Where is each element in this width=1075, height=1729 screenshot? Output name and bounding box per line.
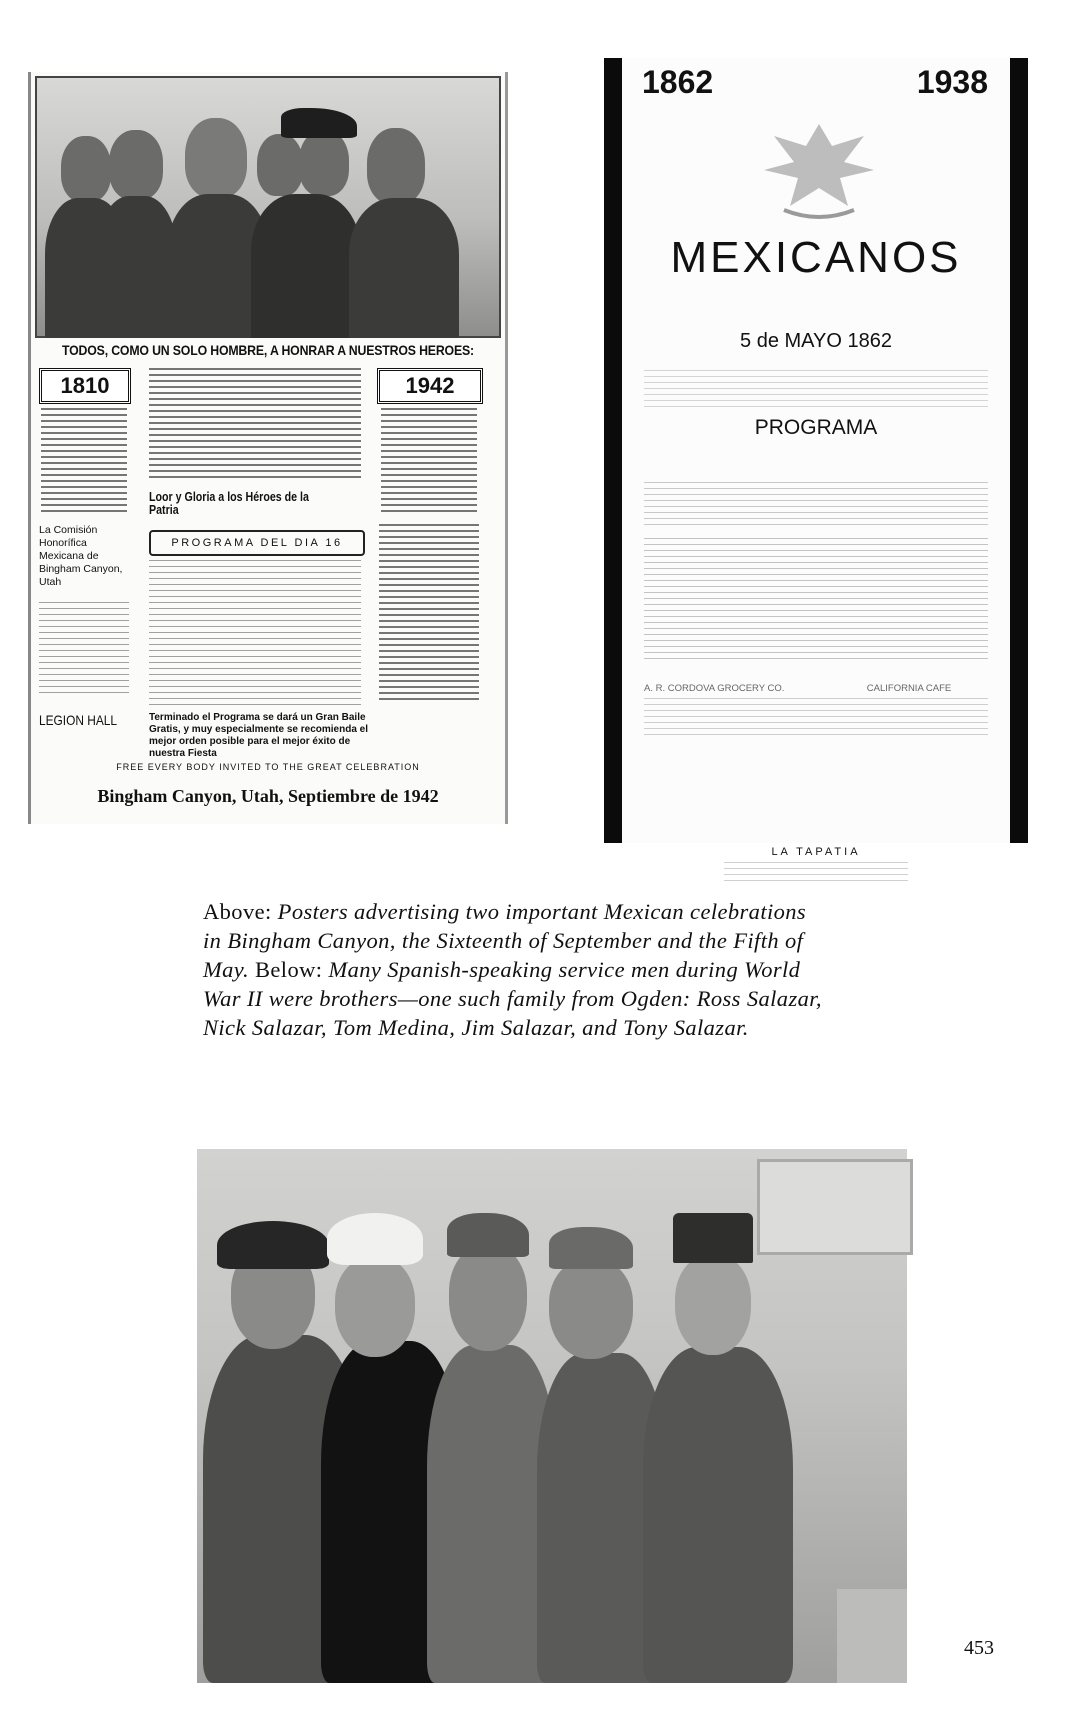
programa-dia-16-label: PROGRAMA DEL DIA 16 [149, 530, 365, 556]
cinco-de-mayo-date: 5 de MAYO 1862 [740, 330, 892, 352]
terminado-note: Terminado el Programa se dará un Gran Baile Gratis, y muy especialmente se recomienda el mejor orden posible para el mejor éxito de nuestra Fiesta [149, 712, 368, 759]
faint-footer-text [724, 862, 908, 882]
text-block-1810 [41, 408, 127, 512]
faint-sponsor-text [644, 698, 988, 738]
poster-fifth-of-may [604, 58, 1028, 858]
text-block-1942 [381, 408, 477, 512]
year-box-1810: 1810 [39, 368, 131, 404]
mexicanos-title: MEXICANOS [670, 233, 962, 282]
photo-caption [203, 897, 823, 1042]
sponsor-california-cafe: CALIFORNIA CAFE [866, 683, 952, 694]
poster-headline: TODOS, COMO UN SOLO HOMBRE, A HONRAR A NUESTROS HEROES: [62, 342, 474, 358]
comite-list [379, 524, 479, 704]
loor-heading: Loor y Gloria a los Héroes de la Patria [149, 489, 309, 517]
free-invite-line: FREE EVERY BODY INVITED TO THE GREAT CELEBRATION [116, 762, 420, 772]
mexican-eagle-emblem [754, 114, 884, 224]
invitation-text [39, 602, 129, 698]
caption-below-label: Below: [255, 957, 323, 982]
right-border-bar [1010, 58, 1028, 843]
faint-intro-text [644, 370, 988, 410]
faint-program-text [644, 482, 988, 526]
serviceman-5 [643, 1347, 793, 1683]
caption-above-label: Above: [203, 899, 272, 924]
heroes-illustration [35, 76, 501, 338]
page-number: 453 [964, 1637, 994, 1659]
caption-above-text: Posters advertising two important Mexican celebrations in Bingham Canyon, the Sixteenth of September and the Fifth of May. [203, 899, 807, 982]
faint-officers-list [644, 538, 988, 664]
programa-heading: PROGRAMA [754, 416, 878, 439]
comision-honorifica: La Comisión Honorífica Mexicana de Bingham Canyon, Utah [39, 524, 123, 588]
year-1862: 1862 [642, 64, 714, 100]
la-tapatia-sponsor: LA TAPATIA [771, 846, 861, 858]
caption-below-text: Many Spanish-speaking service men during World War II were brothers—one such family from Ogden: Ross Salazar, Nick Salazar, Tom Medina, Jim Salazar, and Tony Salazar. [203, 957, 822, 1040]
year-box-1942: 1942 [377, 368, 483, 404]
poster-footer-date: Bingham Canyon, Utah, Septiembre de 1942 [97, 786, 439, 806]
intro-text-block [149, 368, 361, 480]
sponsor-cordova: A. R. CORDOVA GROCERY CO. [644, 683, 785, 694]
servicemen-photo [197, 1149, 907, 1683]
year-1938: 1938 [916, 64, 988, 100]
left-border-bar [604, 58, 622, 843]
legion-hall: LEGION HALL [39, 712, 118, 728]
program-items [149, 560, 361, 706]
poster-sixteenth-september [28, 72, 508, 824]
